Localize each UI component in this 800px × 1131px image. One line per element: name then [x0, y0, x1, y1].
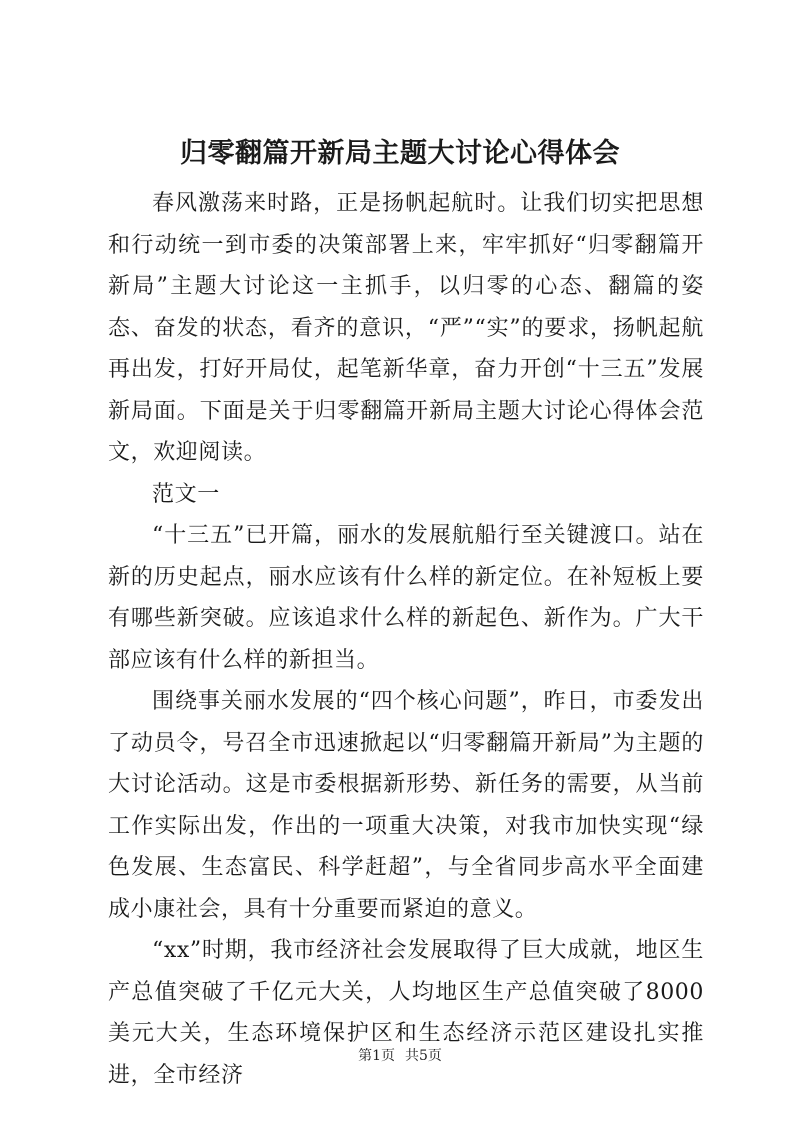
paragraph-intro: 春风激荡来时路，正是扬帆起航时。让我们切实把思想和行动统一到市委的决策部署上来，牢牢抓好“归零翻篇开新局”主题大讨论这一主抓手，以归零的心态、翻篇的姿态、奋发的状态，看齐的意识，“严”“实”的要求，扬帆起航再出发，打好开局仗，起笔新华章，奋力开创“十三五”发展新局面。下面是关于归零翻篇开新局主题大讨论心得体会范文，欢迎阅读。	[108, 191, 704, 465]
paragraph-body-2: 围绕事关丽水发展的“四个核心问题”，昨日，市委发出了动员令，号召全市迅速掀起以“归零翻篇开新局”为主题的大讨论活动。这是市委根据新形势、新任务的需要，从当前工作实际出发，作出的一项重大决策，对我市加快实现“绿色发展、生态富民、科学赶超”，与全省同步高水平全面建成小康社会，具有十分重要而紧迫的意义。	[108, 689, 704, 922]
page-number: 第1页	[358, 1048, 395, 1064]
page-total: 共5页	[405, 1048, 442, 1064]
paragraph-sample-heading: 范文一	[152, 481, 220, 507]
paragraph-body-3: “xx”时期，我市经济社会发展取得了巨大成就，地区生产总值突破了千亿元大关，人均地区生产总值突破了8000美元大关，生态环境保护区和生态经济示范区建设扎实推进，全市经济	[108, 938, 704, 1088]
page-footer	[0, 1046, 800, 1066]
paragraph-body-1: “十三五”已开篇，丽水的发展航船行至关键渡口。站在新的历史起点，丽水应该有什么样的新定位。在补短板上要有哪些新突破。应该追求什么样的新起色、新作为。广大干部应该有什么样的新担当。	[108, 523, 704, 673]
document-body	[108, 183, 704, 1096]
document-title: 归零翻篇开新局主题大讨论心得体会	[180, 138, 620, 169]
